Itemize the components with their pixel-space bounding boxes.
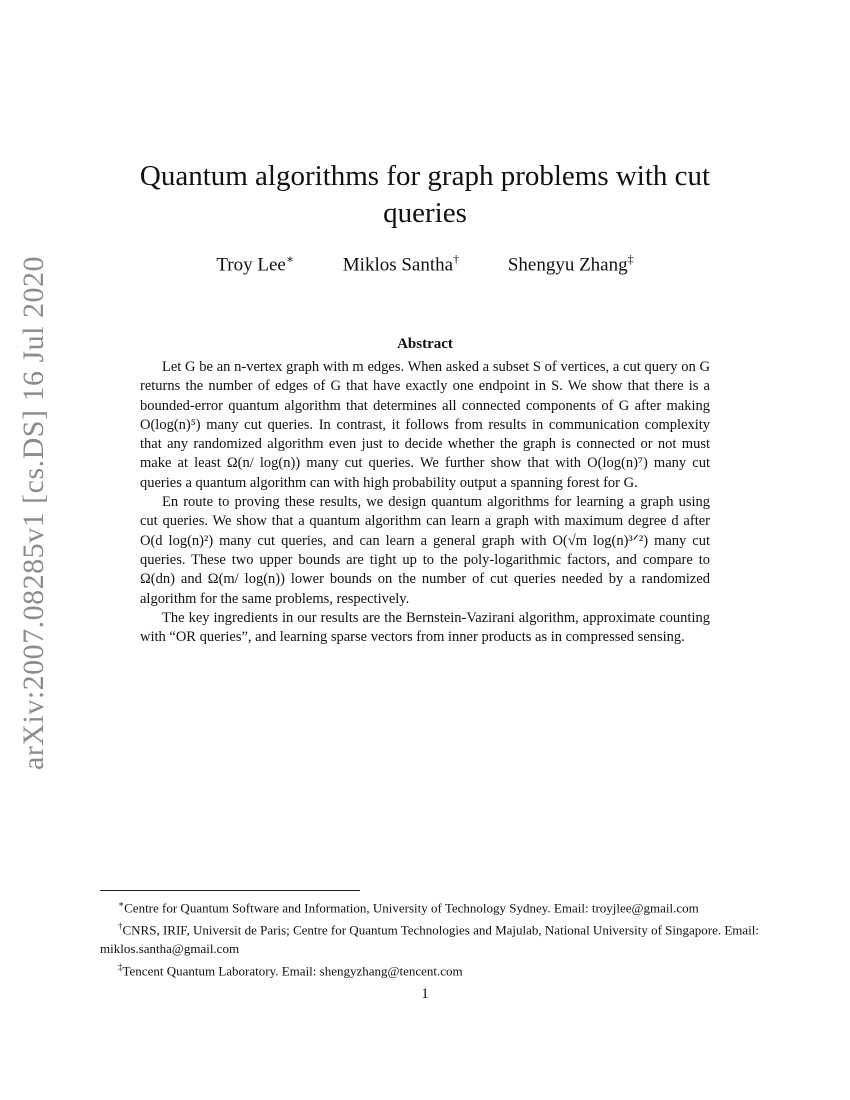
footnote: [100, 917, 760, 957]
author-footnote-mark: ‡: [627, 252, 634, 266]
abstract-paragraph: The key ingredients in our results are the Bernstein-Vazirani algorithm, approximate counting with “OR queries”, and learning sparse vectors from inner products as in compressed sensing.: [140, 609, 710, 646]
paper-title: Quantum algorithms for graph problems with cut queries: [139, 160, 711, 229]
author-footnote-mark: ∗: [285, 252, 295, 266]
abstract-heading: Abstract: [397, 336, 453, 352]
arxiv-identifier-text: arXiv:2007.08285v1 [cs.DS] 16 Jul 2020: [17, 256, 51, 770]
author-name: Troy Lee: [216, 254, 286, 276]
footnote-mark: †: [118, 921, 123, 932]
author-footnote-mark: †: [453, 252, 460, 266]
abstract-paragraph: Let G be an n-vertex graph with m edges. When asked a subset S of vertices, a cut query on G returns the number of edges of G that have exactly one endpoint in S. We show that there is a bounded-error quantum algorithm that determines all connected components of G after making O(log(n)⁵) many cut queries. In contrast, it follows from results in communication complexity that any randomized algorithm even just to decide whether the graph is connected or not must make at least Ω(n/ log(n)) many cut queries. We further show that with O(log(n)⁷) many cut queries a quantum algorithm can with high probability output a spanning forest for G.: [140, 359, 710, 491]
author-name: Shengyu Zhang: [507, 254, 628, 276]
author-1: [216, 252, 294, 276]
abstract-body: [140, 358, 710, 647]
author-name: Miklos Santha: [342, 254, 454, 276]
abstract-paragraph: En route to proving these results, we design quantum algorithms for learning a graph using cut queries. We show that a quantum algorithm can learn a graph with maximum degree d after O(d log(n)²) many cut queries, and can learn a general graph with O(√m log(n)³ᐟ²) many cut queries. These two upper bounds are tight up to the poly-logarithmic factors, and compare to Ω(dn) and Ω(m/ log(n)) lower bounds on the number of cut queries needed by a randomized algorithm for the same problems, respectively.: [140, 494, 710, 607]
footnote-text: CNRS, IRIF, Universit de Paris; Centre for Quantum Technologies and Majulab, National University of Singapore. Email: miklos.santha@gmail.com: [100, 922, 760, 956]
footnote-divider: [100, 890, 360, 891]
footnote: [100, 895, 760, 917]
footnote-mark: ∗: [118, 899, 125, 909]
author-2: [343, 252, 459, 276]
footnotes: [100, 895, 760, 980]
author-3: [508, 252, 634, 276]
author-list: [0, 252, 850, 276]
footnote-text: Tencent Quantum Laboratory. Email: shengyzhang@tencent.com: [122, 962, 463, 978]
page-number: 1: [421, 986, 429, 1002]
footnote-text: Centre for Quantum Software and Information, University of Technology Sydney. Email: troyjlee@gmail.com: [124, 900, 699, 916]
footnote-mark: ‡: [118, 961, 123, 972]
footnote: [100, 958, 760, 980]
